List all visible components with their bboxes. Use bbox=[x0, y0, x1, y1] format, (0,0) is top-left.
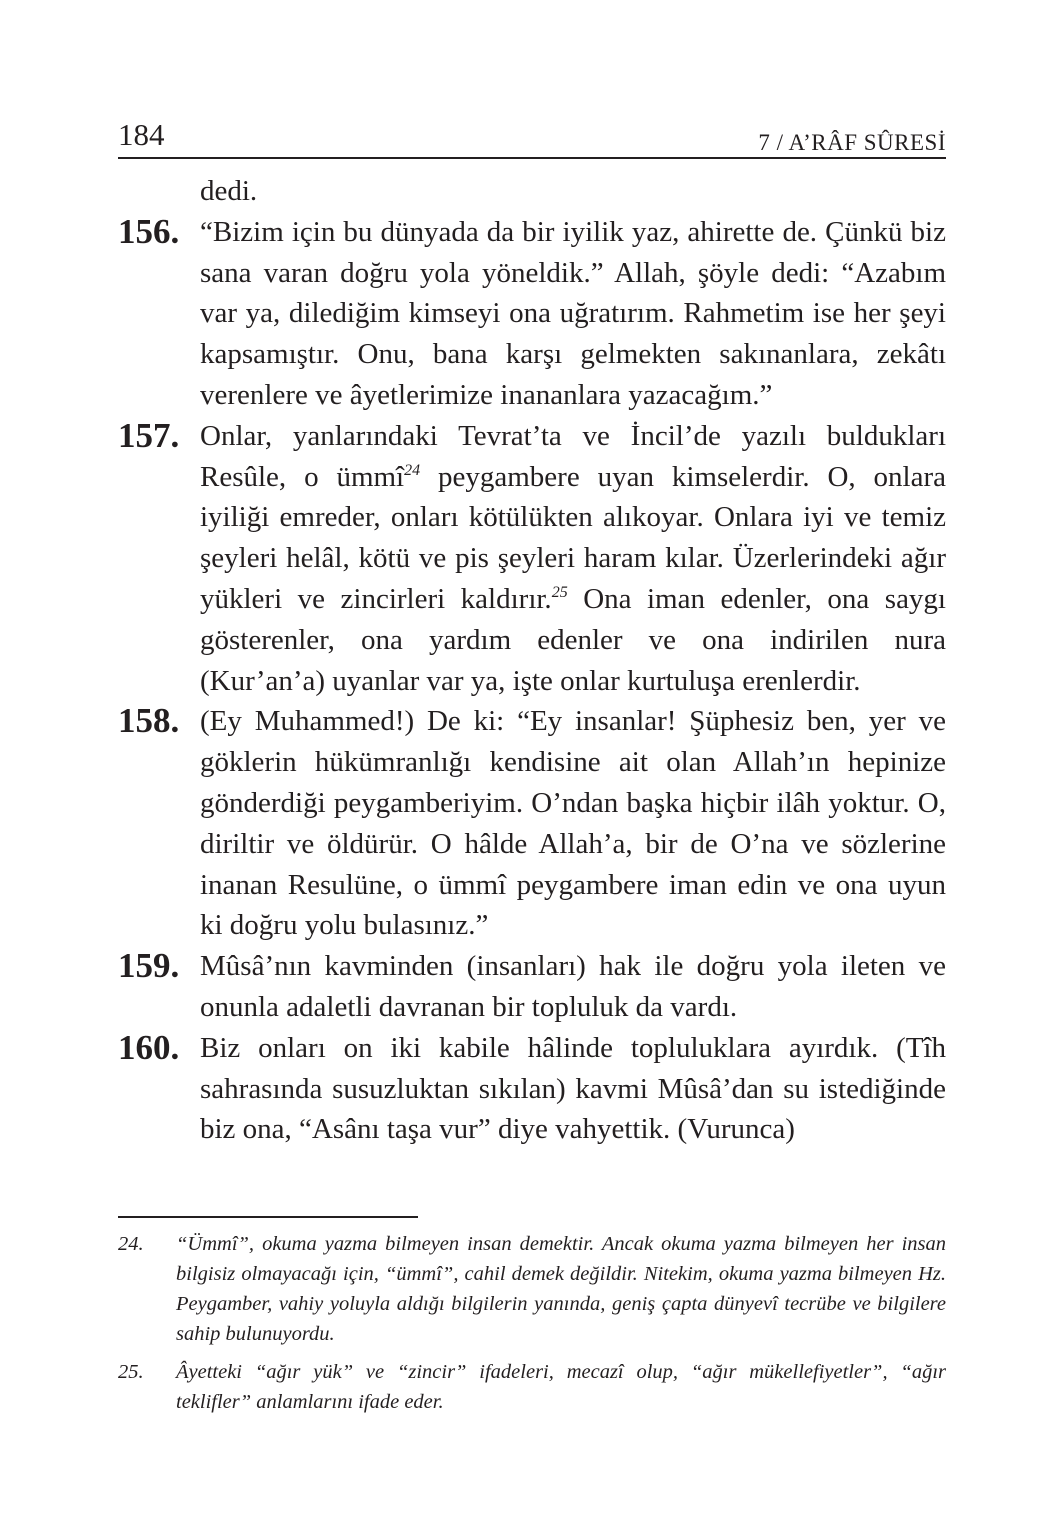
verse-text-part-3: Ona iman edenler, ona saygı gösterenler, ona yardım edenler ve ona indirilen nura (Kur’an’a) uyanlar var ya, işte onlar kurtuluşa erenlerdir. bbox=[200, 582, 946, 697]
verse-159 bbox=[118, 946, 946, 1028]
verse-continuation bbox=[118, 171, 946, 212]
footnote-text: Âyetteki “ağır yük” ve “zincir” ifadeleri, mecazî olup, “ağır mükellefiyetler”, “ağır teklifler” anlamlarını ifade eder. bbox=[176, 1361, 946, 1413]
footnote-ref-25[interactable]: 25 bbox=[551, 583, 568, 601]
page-header bbox=[118, 112, 946, 158]
verse-text: Mûsâ’nın kavminden (insanları) hak ile doğru yola ileten ve onunla adaletli davranan bir topluluk da vardı. bbox=[200, 950, 946, 1023]
footnote-number: 25. bbox=[118, 1361, 144, 1383]
verse-text-part-1: Onlar, yanlarındaki Tevrat’ta ve İncil’de yazılı buldukları Resûle, o ümmî bbox=[200, 419, 946, 493]
footnote-24 bbox=[118, 1229, 946, 1349]
footnote-25 bbox=[118, 1357, 946, 1417]
verse-157 bbox=[118, 416, 946, 702]
verse-number: 160. bbox=[118, 1027, 180, 1067]
verse-text: (Ey Muhammed!) De ki: “Ey insanlar! Şüphesiz ben, yer ve göklerin hükümranlığı kendisine ait olan Allah’ın hepinize gönderdiği peygamberiyim. O’ndan başka hiçbir ilâh yoktur. O, diriltir ve öldürür. O hâlde Allah’a, bir de O’na ve sözlerine inanan Resulüne, o ümmî peygambere iman edin ve ona uyun ki doğru yolu bulasınız.” bbox=[200, 705, 946, 942]
verse-number: 156. bbox=[118, 211, 180, 251]
footnote-rule bbox=[118, 1216, 418, 1218]
page-number: 184 bbox=[118, 117, 165, 152]
verse-text: “Bizim için bu dünyada da bir iyilik yaz, ahirette de. Çünkü biz sana varan doğru yola yöneldik.” Allah, şöyle dedi: “Azabım var ya, dilediğim kimseyi ona uğratırım. Rahmetim ise her şeyi kapsamıştır. Onu, bana karşı gelmekten sakınanlara, zekâtı verenlere ve âyetlerimize inananlara yazacağım.” bbox=[200, 215, 946, 411]
footnotes bbox=[118, 1229, 946, 1425]
verse-number: 157. bbox=[118, 415, 180, 455]
verse-number: 158. bbox=[118, 701, 180, 741]
header-rule bbox=[118, 157, 946, 159]
verse-text: Biz onları on iki kabile hâlinde topluluklara ayırdık. (Tîh sahrasında susuzluktan sıkılan) kavmi Mûsâ’dan su istediğinde biz ona, “Asânı taşa vur” diye vahyettik. (Vurunca) bbox=[200, 1031, 946, 1146]
footnote-number: 24. bbox=[118, 1233, 144, 1255]
running-title: 7 / A’RÂF SÛRESİ bbox=[758, 130, 946, 155]
footnote-text: “Ümmî”, okuma yazma bilmeyen insan demektir. Ancak okuma yazma bilmeyen her insan bilgisiz olmayacağı için, “ümmî”, cahil demek değildir. Nitekim, okuma yazma bilmeyen Hz. Peygamber, vahiy yoluyla aldığı bilgilerin yanında, geniş çapta dünyevî tecrübe ve bilgilere sahip bulunuyordu. bbox=[176, 1233, 946, 1345]
verse-text-part-2: peygambere uyan kimselerdir. O, onlara iyiliği emreder, onları kötülükten alıkoyar. Onlara iyi ve temiz şeyleri helâl, kötü ve pis şeyleri haram kılar. Üzerlerindeki ağır yükleri ve zincirleri kaldırır. bbox=[200, 460, 946, 615]
verse-158 bbox=[118, 701, 946, 946]
body-text bbox=[118, 171, 946, 1150]
verse-156 bbox=[118, 212, 946, 416]
verse-number: 159. bbox=[118, 946, 180, 986]
footnote-ref-24[interactable]: 24 bbox=[404, 461, 421, 479]
continuation-text: dedi. bbox=[200, 175, 258, 207]
verse-160 bbox=[118, 1028, 946, 1150]
